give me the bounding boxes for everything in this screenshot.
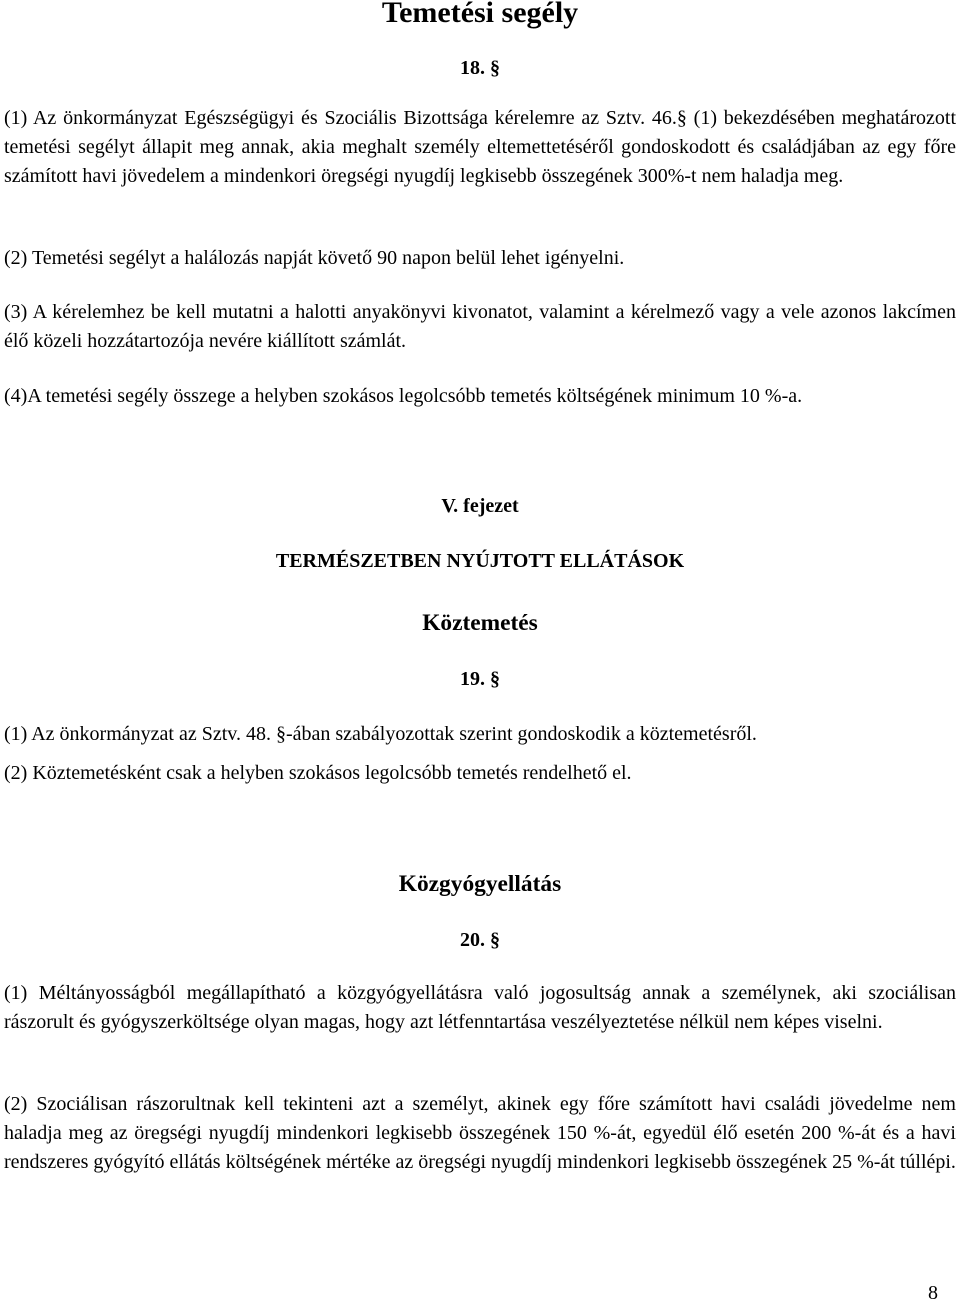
section-18-paragraph-3: (3) A kérelemhez be kell mutatni a halotti anyakönyvi kivonatot, valamint a kérelmező vagy a vele azonos lakcímen élő közeli hozzátartozója nevére kiállított számlát. — [4, 301, 956, 352]
chapter-title: TERMÉSZETBEN NYÚJTOTT ELLÁTÁSOK — [275, 550, 685, 572]
section-19-number: 19. § — [460, 668, 500, 690]
section-18-title: Temetési segély — [381, 0, 579, 29]
section-18-paragraph-2: (2) Temetési segélyt a halálozás napját követő 90 napon belül lehet igényelni. — [4, 247, 625, 269]
section-19-paragraph-1: (1) Az önkormányzat az Sztv. 48. §-ában szabályozottak szerint gondoskodik a köztemetésről. — [4, 723, 757, 745]
section-18-paragraph-4: (4)A temetési segély összege a helyben szokásos legolcsóbb temetés költségének minimum 10 %-a. — [4, 385, 803, 407]
chapter-number: V. fejezet — [441, 495, 519, 517]
section-20-number: 20. § — [460, 929, 500, 951]
section-20-paragraph-1: (1) Méltányosságból megállapítható a közgyógyellátásra való jogosultság annak a személynek, aki szociálisan rászorult és gyógyszerköltsége olyan magas, hogy azt létfenntartása veszélyeztetése nélkül nem képes viselni. — [4, 982, 956, 1033]
section-18-number: 18. § — [460, 57, 500, 79]
section-18-paragraph-1: (1) Az önkormányzat Egészségügyi és Szociális Bizottsága kérelemre az Sztv. 46.§ (1) bekezdésében meghatározott temetési segélyt állapit meg annak, akia meghalt személy eltemettetéséről gondoskodott és családjában az egy főre számított havi jövedelem a mindenkori öregségi nyugdíj legkisebb összegének 300%-t nem haladja meg. — [4, 107, 956, 187]
page-number: 8 — [928, 1282, 938, 1304]
section-20-title: Közgyógyellátás — [398, 871, 562, 897]
section-19-paragraph-2: (2) Köztemetésként csak a helyben szokásos legolcsóbb temetés rendelhető el. — [4, 762, 632, 784]
section-19-title: Köztemetés — [422, 610, 538, 636]
section-20-paragraph-2: (2) Szociálisan rászorultnak kell tekinteni azt a személyt, akinek egy főre számított havi családi jövedelme nem haladja meg az öregségi nyugdíj mindenkori legkisebb összegének 150 %-át, egyedül élő esetén 200 %-át és a havi rendszeres gyógyító ellátás költségének mértéke az öregségi nyugdíj mindenkori legkisebb összegének 25 %-át túllépi. — [4, 1093, 956, 1173]
